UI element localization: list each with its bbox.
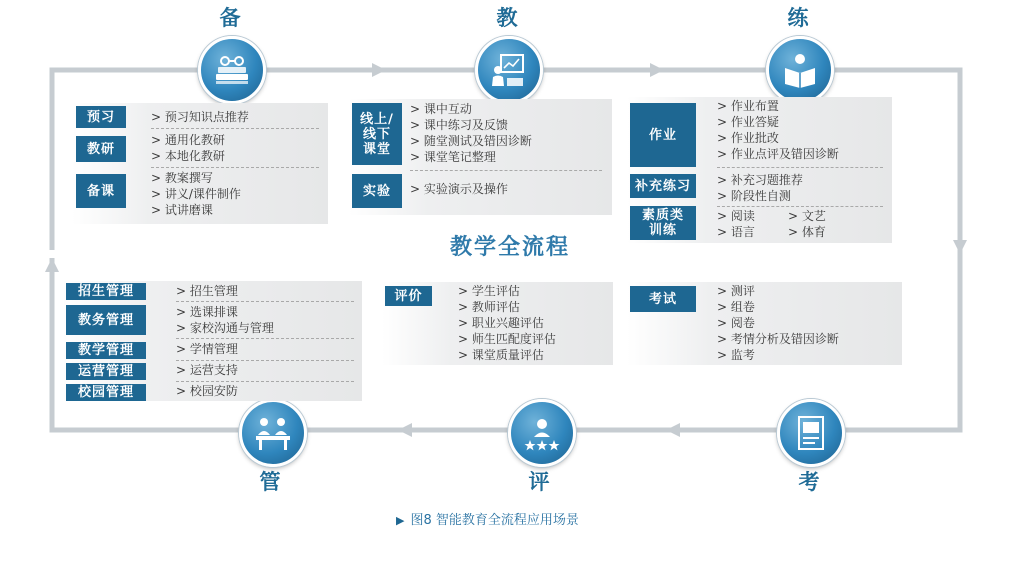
separator [176, 301, 354, 302]
item-lesson-prep-1: > 教案撰写 [151, 171, 213, 185]
item-teaching-mgmt-1: > 学情管理 [176, 342, 238, 356]
item-quality-3: > 语言 [717, 225, 755, 239]
item-experiment-1: > 实验演示及操作 [410, 182, 508, 196]
separator [151, 167, 319, 168]
center-title: 教学全流程 [449, 234, 570, 260]
item-exam-3: > 阅卷 [717, 316, 755, 330]
item-homework-2: > 作业答疑 [717, 115, 779, 129]
item-exam-2: > 组卷 [717, 300, 755, 314]
separator [717, 167, 883, 168]
tag-experiment: 实验 [352, 174, 402, 208]
item-exam-1: > 测评 [717, 284, 755, 298]
flow-arrow [45, 258, 59, 272]
exam-paper-icon [791, 413, 831, 453]
separator [176, 360, 354, 361]
tag-classroom: 线上/ 线下 课堂 [352, 103, 402, 165]
item-evaluation-4: > 师生匹配度评估 [458, 332, 556, 346]
separator [176, 381, 354, 382]
separator [151, 128, 319, 129]
item-research-1: > 通用化教研 [151, 133, 225, 147]
stage-circle-bei [198, 36, 266, 104]
item-homework-1: > 作业布置 [717, 99, 779, 113]
item-evaluation-3: > 职业兴趣评估 [458, 316, 544, 330]
reading-person-icon [780, 50, 820, 90]
tag-evaluation: 评价 [385, 286, 432, 306]
tag-teaching-mgmt: 教学管理 [66, 342, 146, 359]
tag-lesson-prep: 备课 [76, 174, 126, 208]
meeting-desk-icon [253, 413, 293, 453]
item-classroom-3: > 随堂测试及错因诊断 [410, 134, 532, 148]
item-enrollment-1: > 招生管理 [176, 284, 238, 298]
stage-circle-lian [766, 36, 834, 104]
flow-arrow [372, 63, 386, 77]
separator [410, 170, 602, 171]
tag-preview: 预习 [76, 106, 126, 128]
item-evaluation-2: > 教师评估 [458, 300, 520, 314]
item-homework-4: > 作业点评及错因诊断 [717, 147, 839, 161]
caption-text: 图8 智能教育全流程应用场景 [410, 513, 579, 528]
item-classroom-4: > 课堂笔记整理 [410, 150, 496, 164]
figure-caption [396, 509, 579, 528]
tag-exam: 考试 [630, 286, 696, 312]
stage-circle-guan [239, 399, 307, 467]
item-research-2: > 本地化教研 [151, 149, 225, 163]
item-quality-2: > 文艺 [788, 209, 826, 223]
item-lesson-prep-2: > 讲义/课件制作 [151, 187, 241, 201]
item-classroom-2: > 课中练习及反馈 [410, 118, 508, 132]
item-classroom-1: > 课中互动 [410, 102, 472, 116]
item-operations-1: > 运营支持 [176, 363, 238, 377]
stage-circle-ping [508, 399, 576, 467]
item-quality-4: > 体育 [788, 225, 826, 239]
award-stars-icon [522, 413, 562, 453]
flow-arrow [666, 423, 680, 437]
flow-arrow [398, 423, 412, 437]
separator [717, 206, 883, 207]
stage-circle-kao [777, 399, 845, 467]
caption-triangle-icon: ▶ [396, 514, 405, 527]
item-preview-1: > 预习知识点推荐 [151, 110, 249, 124]
stage-title-bei: 备 [219, 5, 241, 30]
stage-title-lian: 练 [787, 5, 809, 30]
item-academic-1: > 选课排课 [176, 305, 238, 319]
item-quality-1: > 阅读 [717, 209, 755, 223]
tag-academic-affairs: 教务管理 [66, 305, 146, 335]
item-homework-3: > 作业批改 [717, 131, 779, 145]
tag-quality-training: 素质类 训练 [630, 206, 696, 240]
stage-title-kao: 考 [798, 469, 820, 494]
tag-operations: 运营管理 [66, 363, 146, 380]
stage-title-ping: 评 [528, 469, 550, 494]
tag-extra-practice: 补充练习 [630, 174, 696, 198]
item-evaluation-1: > 学生评估 [458, 284, 520, 298]
stage-title-jiao: 教 [496, 5, 518, 30]
tag-research: 教研 [76, 136, 126, 162]
flow-arrow [953, 240, 967, 254]
item-campus-1: > 校园安防 [176, 384, 238, 398]
books-glasses-icon [212, 50, 252, 90]
tag-homework: 作业 [630, 103, 696, 167]
stage-title-guan: 管 [259, 469, 281, 494]
item-exam-5: > 监考 [717, 348, 755, 362]
item-lesson-prep-3: > 试讲磨课 [151, 203, 213, 217]
stage-circle-jiao [475, 36, 543, 104]
tag-campus: 校园管理 [66, 384, 146, 401]
item-extra-practice-2: > 阶段性自测 [717, 189, 791, 203]
separator [176, 338, 354, 339]
item-extra-practice-1: > 补充习题推荐 [717, 173, 803, 187]
teacher-board-icon [489, 50, 529, 90]
item-academic-2: > 家校沟通与管理 [176, 321, 274, 335]
flow-arrow [650, 63, 664, 77]
tag-enrollment: 招生管理 [66, 283, 146, 300]
item-exam-4: > 考情分析及错因诊断 [717, 332, 839, 346]
item-evaluation-5: > 课堂质量评估 [458, 348, 544, 362]
